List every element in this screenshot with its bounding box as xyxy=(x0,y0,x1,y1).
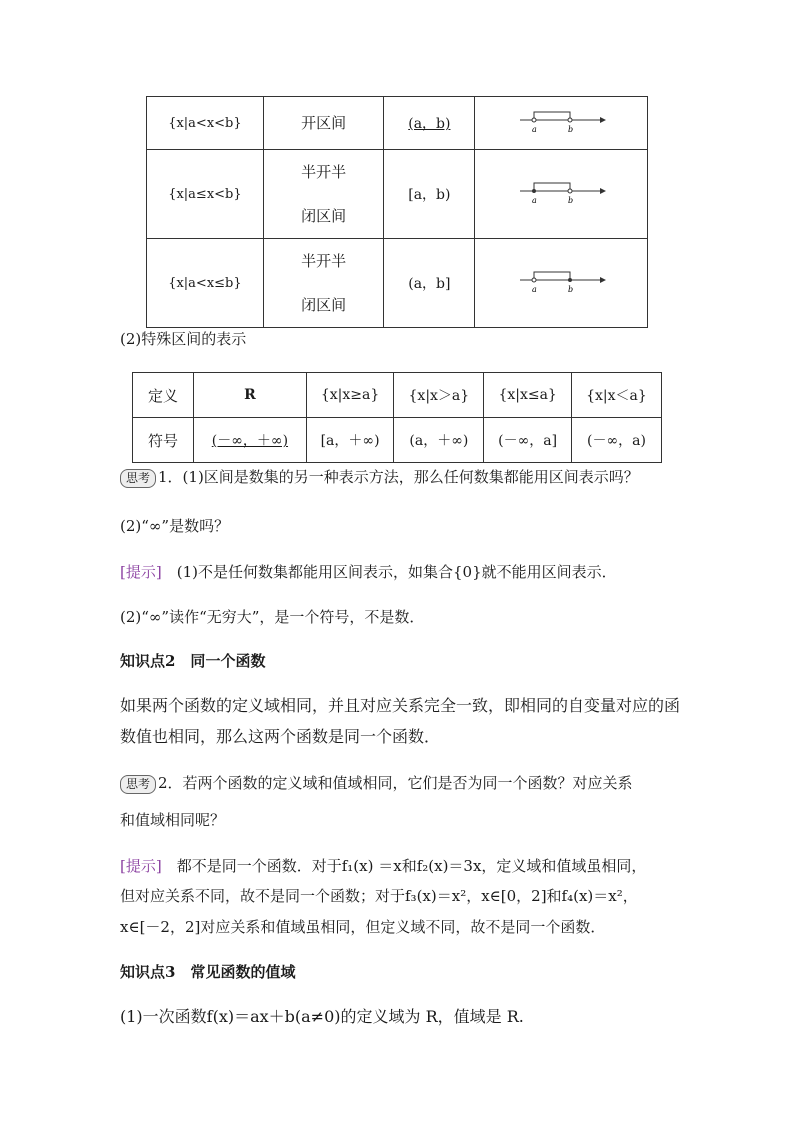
set-cell: {x|a<x≤b} xyxy=(147,239,264,328)
interval-table xyxy=(146,96,648,328)
label-b: b xyxy=(568,285,574,294)
think-badge: 思考 xyxy=(120,469,156,488)
table-cell: (－∞，a] xyxy=(484,418,572,463)
table-cell: {x|x≥a} xyxy=(306,373,394,418)
label-a: a xyxy=(532,196,537,205)
table-row xyxy=(147,97,648,150)
question-2: 思考 2．若两个函数的定义域和值域相同，它们是否为同一个函数？对应关系 xyxy=(120,773,633,794)
special-interval-table xyxy=(132,372,662,463)
number-line-cell xyxy=(475,239,648,328)
question-1: 思考 1．(1)区间是数集的另一种表示方法，那么任何数集都能用区间表示吗？ xyxy=(120,467,639,488)
table-cell: {x|x＞a} xyxy=(394,373,484,418)
question-1b: (2)“∞”是数吗？ xyxy=(120,517,230,535)
table-cell: R xyxy=(194,373,307,418)
paragraph: (1)一次函数f(x)＝ax＋b(a≠0)的定义域为 R，值域是 R. xyxy=(120,1007,524,1026)
number-line-halfclosed-icon xyxy=(516,268,606,294)
table-cell: {x|x≤a} xyxy=(484,373,572,418)
symbol-cell xyxy=(384,97,475,150)
label-b: b xyxy=(568,125,574,134)
number-line-cell xyxy=(475,97,648,150)
answer-2: [提示] 都不是同一个函数．对于f₁(x) ＝x和f₂(x)＝3x，定义域和值域虽相同， xyxy=(120,857,647,875)
answer-2b: 但对应关系不同，故不是同一个函数；对于f₃(x)＝x²，x∈[0，2]和f₄(x)＝x²， xyxy=(120,887,638,905)
symbol-text: (a，b) xyxy=(408,116,451,132)
knowledge-point-3-title: 知识点3 常见函数的值域 xyxy=(120,963,296,981)
table-cell: [a，＋∞) xyxy=(306,418,394,463)
symbol-cell: (a，b] xyxy=(384,239,475,328)
table-cell: {x|x＜a} xyxy=(571,373,661,418)
table-cell: (－∞，a) xyxy=(571,418,661,463)
table-cell: (－∞，＋∞) xyxy=(194,418,307,463)
answer-1: [提示] (1)不是任何数集都能用区间表示，如集合{0}就不能用区间表示． xyxy=(120,563,617,581)
label-a: a xyxy=(532,125,537,134)
label-a: a xyxy=(532,285,537,294)
number-line-halfopen-icon xyxy=(516,179,606,205)
paragraph: 数值也相同，那么这两个函数是同一个函数． xyxy=(120,727,441,746)
answer-2c: x∈[－2，2]对应关系和值域虽相同，但定义域不同，故不是同一个函数． xyxy=(120,918,606,936)
hint-label: [提示] xyxy=(120,563,162,581)
table-row xyxy=(133,373,662,418)
hint-label: [提示] xyxy=(120,857,162,875)
paragraph: 如果两个函数的定义域相同，并且对应关系完全一致，即相同的自变量对应的函 xyxy=(120,696,681,715)
table-row xyxy=(147,150,648,239)
table-row xyxy=(133,418,662,463)
table-cell: (a，＋∞) xyxy=(394,418,484,463)
number-line-open-icon xyxy=(516,108,606,134)
question-2b: 和值域相同呢？ xyxy=(120,811,226,829)
set-cell: {x|a≤x<b} xyxy=(147,150,264,239)
symbol-cell: [a，b) xyxy=(384,150,475,239)
answer-1b: (2)“∞”读作“无穷大”，是一个符号，不是数． xyxy=(120,608,425,626)
number-line-cell xyxy=(475,150,648,239)
name-cell: 半开半 闭区间 xyxy=(263,150,384,239)
name-cell: 开区间 xyxy=(263,97,384,150)
table-cell: 定义 xyxy=(133,373,194,418)
label-b: b xyxy=(568,196,574,205)
table-cell: 符号 xyxy=(133,418,194,463)
name-cell: 半开半 闭区间 xyxy=(263,239,384,328)
knowledge-point-2-title: 知识点2 同一个函数 xyxy=(120,652,266,670)
think-badge: 思考 xyxy=(120,775,156,794)
table-row xyxy=(147,239,648,328)
section-heading: (2)特殊区间的表示 xyxy=(120,330,247,348)
set-cell: {x|a<x<b} xyxy=(147,97,264,150)
